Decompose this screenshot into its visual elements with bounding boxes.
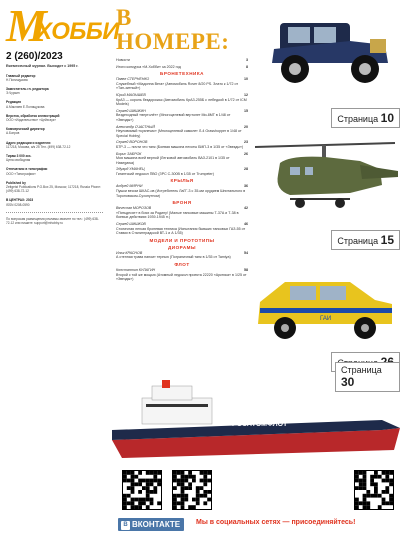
toc-body: [116, 58, 248, 282]
toc-entry[interactable]: [116, 140, 248, 149]
masthead-block-label: Главный редактор: [6, 73, 36, 78]
masthead-block: [6, 181, 103, 194]
masthead-block-text: Н.Полищукова: [6, 77, 28, 82]
qr-code[interactable]: [172, 470, 212, 510]
masthead-block-label: Отпечатано в типографии: [6, 167, 48, 172]
masthead-block-text: А.Макляев Е.Полищукова: [6, 104, 45, 109]
toc-text: Пушки весом ШКАС-ов (Истребитель ЛаГГ-3 с 35-ми орудием Шпитального в Тороповском-Сухопутном): [116, 189, 246, 198]
toc-entry[interactable]: [116, 251, 248, 260]
masthead-block: [6, 100, 103, 108]
advertising-contact: По вопросам размещения рекламы звоните по тел.: (499) 638-72-12 или пишите: support@mhobby.ru: [6, 216, 99, 226]
toc-title: В НОМЕРЕ:: [116, 5, 230, 54]
toc-text: Служебный «Мадонна Вега» (Автомобиль Rover 8/20 PS. Злато к 1/72 от «Тан-зитный»): [116, 81, 239, 91]
logo-letter: M: [6, 0, 44, 51]
toc-page: 12: [244, 92, 248, 97]
toc-entry[interactable]: [116, 152, 248, 166]
toc-entry[interactable]: [116, 93, 248, 107]
masthead-block-label: В ЦЕНТРАХ: 2023: [6, 198, 34, 203]
toc-text: Второй с той же мощью (Атомный ледокол проекта 22220 «Арктика» в 1/25 от «Звезды»): [116, 272, 247, 282]
toc-text: «Пятьдесят» в боях за Родину! (Малые танковые машины Т-37А и Т-38 в боевых действиях 1939-1945 гг.): [116, 210, 239, 220]
masthead-block-label: Published by: [6, 180, 26, 185]
toc-section-heading: ФЛОТ: [174, 262, 190, 267]
toc-page: 46: [244, 222, 248, 227]
toc-page: 28: [244, 167, 248, 172]
toc-entry[interactable]: [116, 206, 248, 220]
masthead-block-text: А.Багров: [6, 131, 20, 136]
masthead-block-label: Верстка, обработка иллюстраций: [6, 113, 60, 118]
toc-entry[interactable]: [116, 109, 248, 123]
toc-section-heading: БРОНЕТЕХНИКА: [160, 71, 204, 77]
masthead-block-text: ООО «Издательство» «Цейхгауз»: [6, 118, 57, 123]
toc-section-heading: МОДЕЛИ И ПРОТОТИПЫ: [149, 237, 215, 243]
page-badge: Страница 30: [335, 362, 400, 392]
toc-text: БТР-3 — почти что танк (Боевая машина пехоты БМП-3 в 1/35 от «Звезды»): [116, 144, 244, 149]
masthead-block: [6, 127, 103, 135]
toc-text: КрАЗ — король бездорожья (Автомобиль КрАЗ-255Б с лебедкой в 1/72 от ICM Models): [116, 97, 247, 107]
page-badge: Страница 15: [331, 230, 400, 250]
masthead-block: [6, 87, 103, 95]
masthead-block-label: Тираж 3 000 экз.: [6, 154, 32, 159]
toc-page: 26: [244, 151, 248, 156]
table-of-contents: [116, 6, 248, 284]
toc-page: 58: [244, 268, 248, 272]
toc-author: Павел СТЕРНЕНКО: [116, 77, 150, 82]
vk-icon: В: [121, 521, 130, 530]
toc-page: 20: [244, 124, 248, 129]
toc-page: 10: [244, 77, 248, 82]
toc-text: А степная трава напоит тернью (Пограничный танк в 1/35 от Tamiya): [116, 255, 231, 260]
toc-entry[interactable]: [116, 268, 248, 282]
toc-text: Вездеходный «вертолёт» (Многоцелевой вертолет Ми-8МТ в 1/48 от «Звезды»): [116, 113, 231, 122]
toc-entry[interactable]: [116, 184, 248, 198]
toc-author: Борис ЗАБРОК: [116, 151, 142, 156]
toc-page: 8: [246, 64, 248, 69]
vk-button[interactable]: В ВКОНТАКТЕ: [118, 518, 184, 531]
toc-section-heading: БРОНЯ: [172, 200, 192, 206]
masthead-block: [6, 141, 103, 149]
svg-text:РОСАТОМФЛОТ: РОСАТОМФЛОТ: [232, 421, 288, 428]
qr-code[interactable]: [354, 470, 394, 510]
toc-author: Сергей ВОРОНОВ: [116, 140, 148, 145]
masthead-block-text: 117218, Москва, а/я 25 Тел. (499) 638-72-12: [6, 144, 71, 149]
toc-text: Новости: [116, 58, 130, 62]
toc-page: 15: [244, 108, 248, 113]
toc-page: 36: [244, 184, 248, 189]
toc-page: 54: [244, 250, 248, 255]
page-badge: Страница 10: [331, 108, 400, 128]
toc-text: Гигантский ледокол ПВО (ЗРС С-300В в 1/35 от Trumpeter): [116, 171, 214, 176]
masthead-blocks: [6, 74, 103, 207]
svg-text:ГАИ: ГАИ: [320, 316, 332, 322]
toc-entry[interactable]: [116, 77, 248, 91]
vintage-car-image: [260, 5, 400, 95]
masthead-block-label: Коммерческий директор: [6, 127, 45, 132]
magazine-logo: [6, 0, 120, 51]
masthead-column: [0, 0, 120, 537]
toc-author: Эдуард УМАНЕЦ: [116, 167, 145, 172]
masthead-block-text: ISSN 0208-0590: [6, 202, 30, 207]
toc-entry[interactable]: [116, 222, 248, 236]
toc-author: Андрей МИРНИ: [116, 184, 143, 189]
toc-section-heading: КРЫЛЬЯ: [170, 178, 194, 184]
toc-entry[interactable]: [116, 167, 248, 176]
toc-author: Илья КРАСНОВ: [116, 250, 143, 255]
masthead-block: [6, 114, 103, 122]
qr-code[interactable]: [122, 470, 162, 510]
masthead-block-text: Zeitgeist Publications P.O.Box 25, Moscow, 117218, Russia Phone: (499) 638-72-12: [6, 185, 101, 194]
social-footer: [118, 462, 400, 532]
toc-author: Юрий МАЛЫШЕВ: [116, 92, 146, 97]
logo-word: ХОББИ: [36, 18, 120, 45]
police-car-image: [250, 262, 400, 347]
masthead-block-text: ООО «Типография»: [6, 171, 36, 176]
masthead-block-text: Э.Чуркин: [6, 91, 20, 96]
toc-page: 42: [244, 206, 248, 211]
tagline: Ежемесячный журнал. Выходит с 1995 г.: [6, 64, 79, 68]
issue-number: 2 (260)/2023: [6, 51, 63, 62]
social-slogan: Мы в социальных сетях — присоединяйтесь!: [196, 519, 356, 526]
toc-author: Вячеслав МОРОЗОВ: [116, 206, 152, 211]
masthead-block: [6, 167, 103, 175]
masthead-block-label: Редакция: [6, 100, 21, 105]
toc-author: Александр СЧАСТНЫЙ: [116, 124, 155, 129]
toc-section-heading: ДИОРАМЫ: [168, 244, 196, 250]
toc-author: Сергей ШИШКИН: [116, 108, 146, 113]
toc-author: Константин КУЛАГИН: [116, 268, 156, 272]
toc-author: Сергей ШИШКОВ: [116, 222, 146, 227]
toc-page: 3: [246, 58, 248, 62]
toc-entry[interactable]: [116, 125, 248, 139]
masthead-block: [6, 154, 103, 162]
toc-page: 23: [244, 140, 248, 145]
masthead-block-label: Заместитель гл. редактора: [6, 87, 49, 91]
icebreaker-ship-image: [112, 380, 400, 465]
helicopter-image: [250, 135, 400, 230]
toc-entry[interactable]: [116, 65, 248, 70]
masthead-block-label: Адрес редакции и издателя:: [6, 140, 52, 145]
toc-entry[interactable]: [116, 58, 248, 63]
masthead-block: [6, 198, 103, 206]
toc-text: Столичная легкая броневая техника (Испытания бывших танковых ГАЗ-55 от Ставки в Сталинградской ВТ-1 и А 1/35): [116, 226, 246, 236]
masthead-block-text: Цена свободная: [6, 158, 31, 163]
toc-text: Неуловимый «кузнечик» (Многоцелевой самолет Л-4 Grasshopper в 1/48 от Special Hobby): [116, 129, 242, 138]
toc-text: Моя машина всей верной (Легковой автомобиль ВАЗ-2101 в 1/35 от Hasegawa): [116, 156, 230, 165]
toc-text: Итоги конкурса «М-Хобби» за 2022 год: [116, 64, 181, 69]
masthead-block: [6, 74, 103, 82]
